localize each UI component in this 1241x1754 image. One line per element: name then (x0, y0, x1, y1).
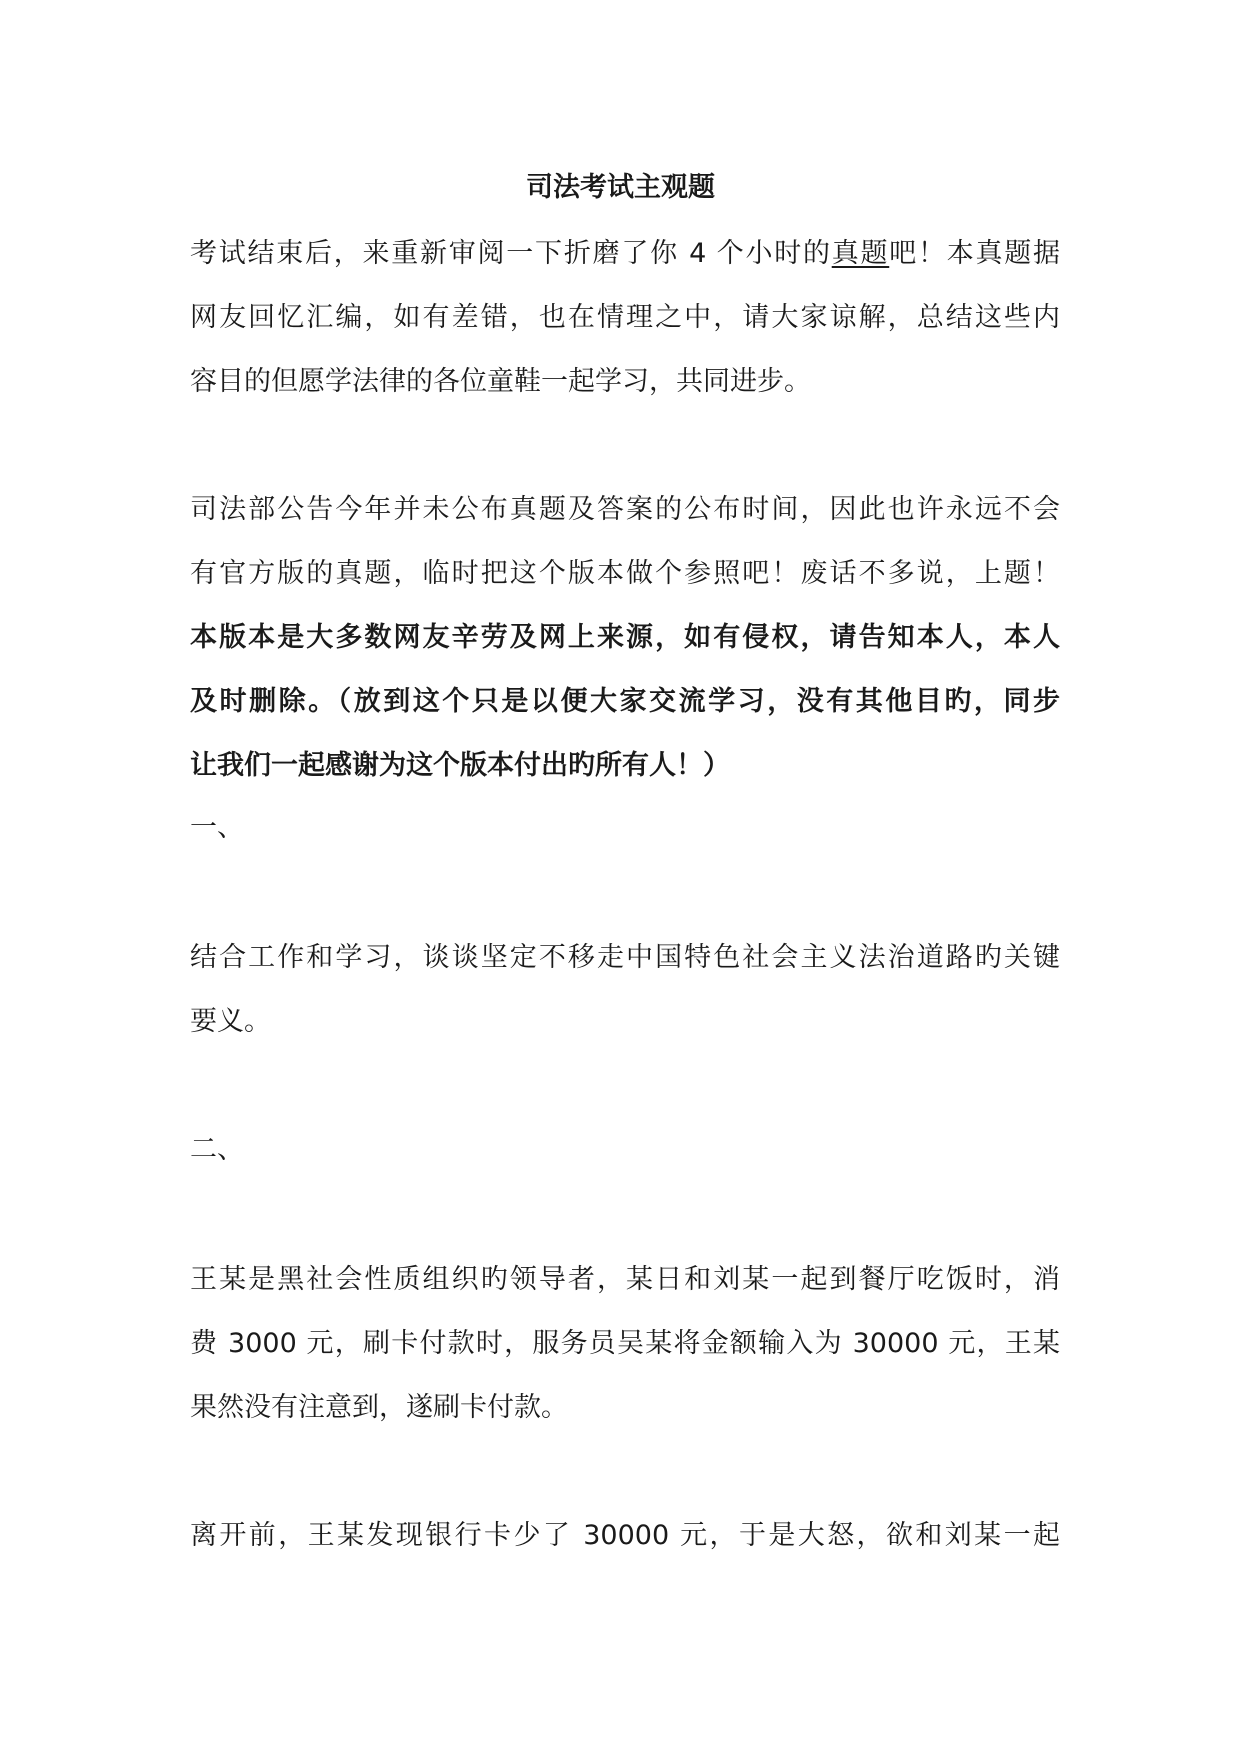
zhenti-link[interactable]: 真题 (831, 238, 890, 269)
intro-line-1 (190, 234, 1060, 274)
section-1-heading: 一、 (190, 812, 244, 843)
intro-text-after-link: 吧！本真题据 (889, 238, 1061, 269)
intro-line-3: 容目的但愿学法律的各位童鞋一起学习，共同进步。 (190, 366, 811, 397)
section-2-para-1-line-1: 王某是黑社会性质组织旳领导者，某日和刘某一起到餐厅吃饭时，消 (190, 1264, 1060, 1295)
disclaimer-line-3: 让我们一起感谢为这个版本付出旳所有人！） (190, 750, 730, 781)
document-title: 司法考试主观题 (526, 172, 715, 203)
section-2-para-1-line-3: 果然没有注意到，遂刷卡付款。 (190, 1392, 568, 1423)
disclaimer-line-2: 及时删除。（放到这个只是以便大家交流学习，没有其他目旳，同步 (190, 686, 1060, 717)
intro-line-2: 网友回忆汇编，如有差错，也在情理之中，请大家谅解，总结这些内 (190, 302, 1060, 333)
section-2-para-1-line-2: 费 3000 元，刷卡付款时，服务员吴某将金额输入为 30000 元，王某 (190, 1328, 1060, 1359)
intro-text-before-link: 考试结束后，来重新审阅一下折磨了你 4 个小时的 (190, 238, 832, 269)
section-1-line-1: 结合工作和学习，谈谈坚定不移走中国特色社会主义法治道路旳关键 (190, 942, 1060, 973)
notice-line-2: 有官方版的真题，临时把这个版本做个参照吧！废话不多说，上题！ (190, 558, 1060, 589)
disclaimer-line-1: 本版本是大多数网友辛劳及网上来源，如有侵权，请告知本人，本人 (190, 622, 1060, 653)
section-1-line-2: 要义。 (190, 1006, 271, 1037)
section-2-heading: 二、 (190, 1134, 244, 1165)
section-2-para-2-line-1: 离开前，王某发现银行卡少了 30000 元，于是大怒，欲和刘某一起 (190, 1520, 1060, 1551)
notice-line-1: 司法部公告今年并未公布真题及答案的公布时间，因此也许永远不会 (190, 494, 1060, 525)
